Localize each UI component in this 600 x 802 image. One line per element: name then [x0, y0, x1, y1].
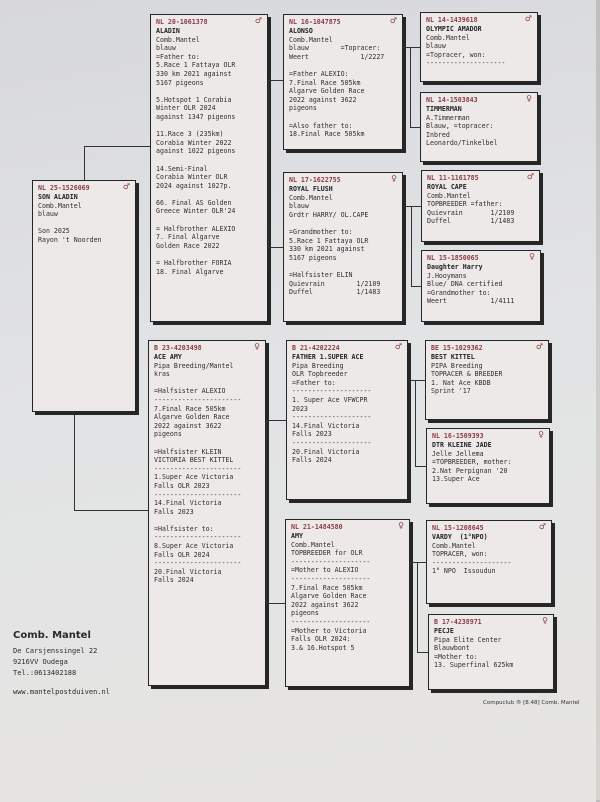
card-line: Quievrain 1/2109 [427, 208, 515, 217]
card-line: 7.Final Race 505km [154, 404, 226, 413]
card-line: =Mother to Victoria [291, 626, 367, 635]
pigeon-name: ALONSO [289, 27, 313, 35]
card-line: 13. Superfinal 625km [434, 661, 514, 670]
female-symbol-icon: ♀ [542, 616, 548, 625]
card-line: =Halfsister ELIN [289, 270, 353, 279]
pedigree-card-pecje [428, 614, 554, 690]
connector-line [403, 47, 420, 48]
pedigree-card-vardy [426, 520, 552, 604]
card-line: PIPA Breeding [431, 361, 483, 370]
card-line: =Halfsister ALEXIO [154, 387, 226, 396]
card-line [154, 439, 261, 448]
card-line: Golden Race 2022 [156, 241, 220, 250]
female-symbol-icon: ♀ [254, 342, 260, 351]
card-line: Leonardo/Tinkelbel [426, 139, 498, 148]
card-line: ---------------------- [154, 559, 242, 568]
ring-number: NL 14-1439618 [426, 16, 478, 24]
pigeon-name: ALADIN [156, 27, 180, 35]
card-line [156, 190, 263, 199]
connector-line [268, 247, 283, 248]
card-line: Greece Winter OLR'24 [156, 207, 236, 216]
card-line: A.Timmerman [426, 113, 470, 122]
card-line: pigeons [291, 609, 319, 618]
ring-number: NL 20-1061378 [156, 18, 208, 26]
card-line: kras [154, 370, 170, 379]
pedigree-card-daughter-harry [421, 250, 541, 322]
ring-number: NL 17-1622755 [289, 176, 341, 184]
card-line [154, 516, 261, 525]
male-symbol-icon: ♂ [538, 522, 546, 531]
card-line: 7.Final Race 505km [289, 78, 361, 87]
pigeon-name: BEST KITTEL [431, 353, 475, 361]
card-line: =Topracer, won: [426, 50, 486, 59]
card-line: 2023 [292, 404, 308, 413]
card-header [289, 18, 398, 27]
card-line: Grdtr HARRY/ OL.CAPE [289, 210, 369, 219]
card-line: = Halfbrother ALEXIO [156, 224, 236, 233]
card-line: -------------------- [432, 558, 512, 567]
ring-number: NL 21-1484580 [291, 523, 343, 531]
card-line: J.Hooymans [427, 271, 467, 280]
card-line: Pipa Elite Center [434, 635, 502, 644]
male-symbol-icon: ♂ [524, 14, 532, 23]
card-line: -------------------- [291, 617, 371, 626]
ring-number: NL 15-1850065 [427, 254, 479, 262]
card-line: Weert 1/4111 [427, 297, 515, 306]
card-line: =Halfsister KLEIN [154, 447, 222, 456]
card-line: 7.Final Race 505km [291, 583, 363, 592]
card-line: Falls 2024 [154, 576, 194, 585]
card-line: Corabia Winter OLR [156, 173, 228, 182]
connector-line [403, 206, 421, 207]
software-credit: Compuclub ® [8.48] Comb. Mantel [483, 700, 580, 706]
card-line: Comb.Mantel [291, 540, 335, 549]
male-symbol-icon: ♂ [394, 342, 402, 351]
card-line: Pipa Breeding [292, 361, 344, 370]
connector-line [411, 206, 412, 286]
card-line [156, 87, 263, 96]
pigeon-name: SON ALADIN [38, 193, 78, 201]
card-line: =Halfsister to: [154, 524, 214, 533]
pedigree-card-amy [285, 519, 410, 687]
female-symbol-icon: ♀ [538, 430, 544, 439]
card-line: Jelle Jellema [432, 449, 484, 458]
card-line: 7. Final Algarve [156, 233, 220, 242]
card-line: 2024 against 1027p. [156, 181, 232, 190]
card-line: 14.Final Victoria [154, 499, 222, 508]
connector-line [417, 562, 418, 652]
card-line: VICTORIA BEST KITTEL [154, 456, 234, 465]
card-line: =Grandmother to: [427, 288, 491, 297]
connector-line [84, 146, 150, 147]
connector-line [74, 415, 75, 510]
card-line: Sprint '17 [431, 387, 471, 396]
male-symbol-icon: ♂ [122, 182, 130, 191]
connector-line [415, 466, 426, 467]
card-line: ---------------------- [154, 490, 242, 499]
card-line [156, 250, 263, 259]
connector-line [410, 47, 411, 127]
card-line: Winter OLR 2024 [156, 104, 216, 113]
connector-line [266, 603, 285, 604]
pigeon-name: TIMMERMAN [426, 105, 462, 113]
card-line: Pipa Breeding/Mantel [154, 361, 234, 370]
card-line: 2022 against 3622 [154, 421, 222, 430]
website-link[interactable]: www.mantelpostduiven.nl [13, 688, 110, 696]
card-line: pigeons [289, 104, 317, 113]
card-line: ---------------------- [154, 533, 242, 542]
connector-line [266, 420, 286, 421]
card-line: 5.Race 1 Fattaya OLR [289, 236, 369, 245]
breeder-address [13, 646, 97, 679]
ring-number: NL 14-1503843 [426, 96, 478, 104]
phone-number: Tel.:0613402188 [13, 669, 77, 677]
card-line: ---------------------- [154, 395, 242, 404]
card-line: -------------------- [426, 59, 506, 68]
card-header [432, 524, 547, 533]
card-line: Comb.Mantel [432, 541, 476, 550]
male-symbol-icon: ♂ [254, 16, 262, 25]
card-line: Comb.Mantel [38, 201, 82, 210]
card-line: 1. Nat Ace KBDB [431, 378, 491, 387]
ring-number: NL 16-1047875 [289, 18, 341, 26]
card-header [426, 96, 533, 105]
card-line: -------------------- [291, 557, 371, 566]
card-line [156, 156, 263, 165]
pigeon-name: DTR KLEINE JADE [432, 441, 492, 449]
connector-line [74, 510, 148, 511]
card-line [289, 262, 398, 271]
card-line: 14.Semi-Final [156, 164, 208, 173]
card-line: 3.& 16.Hotspot 5 [291, 643, 355, 652]
female-symbol-icon: ♀ [398, 521, 404, 530]
address-line: 9216VV Oudega [13, 658, 68, 666]
card-line: blauw [289, 202, 309, 211]
card-line: Corabia Winter 2022 [156, 138, 232, 147]
card-line: Falls 2024 [292, 456, 332, 465]
card-header [291, 523, 405, 532]
card-line [156, 122, 263, 131]
ring-number: B 23-4203498 [154, 344, 202, 352]
card-line: Falls OLR 2024 [154, 550, 210, 559]
card-line: Algarve Golden Race [154, 413, 230, 422]
connector-line [268, 80, 283, 81]
card-line: Falls 2023 [292, 430, 332, 439]
card-line: 2.Nat Perpignan '20 [432, 466, 508, 475]
address-line: De Carsjenssingel 22 [13, 647, 98, 655]
connector-line [415, 380, 416, 466]
male-symbol-icon: ♂ [389, 16, 397, 25]
male-symbol-icon: ♂ [526, 172, 534, 181]
card-line: blauw [426, 42, 446, 51]
card-line: Quievrain 1/2109 [289, 279, 381, 288]
ring-number: NL 11-1161785 [427, 174, 479, 182]
connector-line [411, 286, 421, 287]
male-symbol-icon: ♂ [535, 342, 543, 351]
card-line: against 1022 pigeons [156, 147, 236, 156]
card-line: =TOPBREEDER, mother: [432, 458, 512, 467]
card-line: 330 km 2021 against [156, 69, 232, 78]
pigeon-name: ROYAL FLUSH [289, 185, 333, 193]
card-line: Falls OLR 2023 [154, 481, 210, 490]
card-line: -------------------- [292, 438, 372, 447]
card-line: 5167 pigeons [156, 78, 204, 87]
card-line: Son 2025 [38, 227, 70, 236]
card-line: Rayon 't Noorden [38, 235, 102, 244]
card-header [156, 18, 263, 27]
card-line: 5.Hotspot 1 Corabia [156, 95, 232, 104]
pigeon-name: PECJE [434, 627, 454, 635]
card-line: 66. Final AS Golden [156, 198, 232, 207]
card-line: 1. Super Ace VFWCPR [292, 395, 368, 404]
card-header [427, 174, 535, 183]
ring-number: B 21-4202224 [292, 344, 340, 352]
card-line: -------------------- [291, 574, 371, 583]
card-line [156, 216, 263, 225]
pedigree-card-royal-cape [421, 170, 540, 242]
card-line: 5.Race 1 Fattaya OLR [156, 61, 236, 70]
breeder-name: Comb. Mantel [13, 630, 91, 641]
card-header [289, 176, 398, 185]
female-symbol-icon: ♀ [529, 252, 535, 261]
card-line: pigeons [154, 430, 182, 439]
pedigree-card-ace-amy [148, 340, 266, 686]
card-line: =Also father to: [289, 121, 353, 130]
ring-number: B 17-4238971 [434, 618, 482, 626]
pedigree-card-timmerman [420, 92, 538, 162]
female-symbol-icon: ♀ [391, 174, 397, 183]
card-line: Comb.Mantel [289, 193, 333, 202]
card-line: 5167 pigeons [289, 253, 337, 262]
card-line: = Halfbrother FORIA [156, 259, 232, 268]
female-symbol-icon: ♀ [526, 94, 532, 103]
card-line: Duffel 1/1483 [427, 217, 515, 226]
card-line: Blauw, =topracer: [426, 122, 494, 131]
card-line: 2022 against 3622 [291, 600, 359, 609]
pigeon-name: ACE AMY [154, 353, 182, 361]
connector-line [417, 652, 428, 653]
card-header [434, 618, 549, 627]
card-line: Weert 1/2227 [289, 52, 385, 61]
connector-line [410, 562, 426, 563]
card-line: ---------------------- [154, 464, 242, 473]
card-line: 20.Final Victoria [154, 567, 222, 576]
card-line: TOPRACER, won: [432, 550, 488, 559]
card-line: Blauwbont [434, 644, 470, 653]
card-line: 330 km 2021 against [289, 245, 365, 254]
card-header [38, 184, 131, 193]
card-line: -------------------- [292, 387, 372, 396]
connector-line [268, 80, 269, 248]
ring-number: NL 25-1526069 [38, 184, 90, 192]
card-line: =Mother to: [434, 652, 478, 661]
card-line: blauw [156, 44, 176, 53]
card-line: 20.Final Victoria [292, 447, 360, 456]
card-line: 13.Super Ace [432, 475, 480, 484]
connector-line [408, 380, 425, 381]
pigeon-name: FATHER 1.SUPER ACE [292, 353, 364, 361]
card-line: Falls 2023 [154, 507, 194, 516]
card-line: OLR Topbreeder [292, 370, 348, 379]
card-header [432, 432, 545, 441]
card-line [38, 219, 131, 228]
connector-line [84, 146, 85, 180]
card-line: -------------------- [292, 413, 372, 422]
ring-number: NL 15-1208645 [432, 524, 484, 532]
pigeon-name: Daughter Harry [427, 263, 483, 271]
card-line: =Father ALEXIO: [289, 69, 349, 78]
pedigree-card-aladin [150, 14, 268, 322]
pedigree-card-son-aladin [32, 180, 136, 412]
pedigree-card-dtr-kleine-jade [426, 428, 550, 504]
card-header [292, 344, 403, 353]
card-header [426, 16, 533, 25]
card-line: =Mother to ALEXIO [291, 566, 359, 575]
pigeon-name: VARDY (1°NPO) [432, 533, 488, 541]
card-line [289, 113, 398, 122]
card-line: 2022 against 3622 [289, 95, 357, 104]
card-line: against 1347 pigeons [156, 112, 236, 121]
card-header [431, 344, 544, 353]
pedigree-card-alonso [283, 14, 403, 150]
pigeon-name: ROYAL CAPE [427, 183, 467, 191]
card-line: 1.Super Ace Victoria [154, 473, 234, 482]
pigeon-name: AMY [291, 532, 303, 540]
card-line: 18. Final Algarve [156, 267, 224, 276]
pedigree-card-father-super-ace [286, 340, 408, 500]
card-line: 1° NPO Issoudun [432, 567, 496, 576]
card-line: Comb.Mantel [289, 35, 333, 44]
card-line: Inbred [426, 130, 450, 139]
card-line: Blue/ DNA certified [427, 280, 503, 289]
card-line: Duffel 1/1483 [289, 288, 381, 297]
pedigree-card-best-kittel [425, 340, 549, 420]
card-line: Algarve Golden Race [291, 592, 367, 601]
connector-line [410, 127, 420, 128]
card-line: blauw =Topracer: [289, 44, 381, 53]
card-line: =Father to: [156, 52, 200, 61]
card-line: blauw [38, 210, 58, 219]
card-line: TOPBREEDER for OLR [291, 549, 363, 558]
pedigree-card-royal-flush [283, 172, 403, 322]
card-line: Algarve Golden Race [289, 87, 365, 96]
card-line [154, 379, 261, 388]
card-line: Falls OLR 2024: [291, 635, 351, 644]
pigeon-name: OLYMPIC AMADOR [426, 25, 482, 33]
card-line: =Father to: [292, 378, 336, 387]
card-line: 18.Final Race 505km [289, 130, 365, 139]
card-line: 14.Final Victoria [292, 421, 360, 430]
card-header [427, 254, 536, 263]
card-line: Comb.Mantel [426, 33, 470, 42]
connector-line [266, 420, 267, 603]
card-line: TOPBREEDER =father: [427, 200, 503, 209]
card-line [289, 61, 398, 70]
card-line: TOPRACER & BREEDER [431, 370, 503, 379]
pedigree-card-olympic-amador [420, 12, 538, 82]
card-line: 11.Race 3 (235km) [156, 130, 224, 139]
ring-number: NL 16-1509393 [432, 432, 484, 440]
card-line [289, 219, 398, 228]
card-line: =Grandmother to: [289, 227, 353, 236]
card-line: Comb.Mantel [156, 35, 200, 44]
ring-number: BE 15-1029362 [431, 344, 483, 352]
card-header [154, 344, 261, 353]
card-line: Comb.Mantel [427, 191, 471, 200]
card-line: 8.Super Ace Victoria [154, 542, 234, 551]
